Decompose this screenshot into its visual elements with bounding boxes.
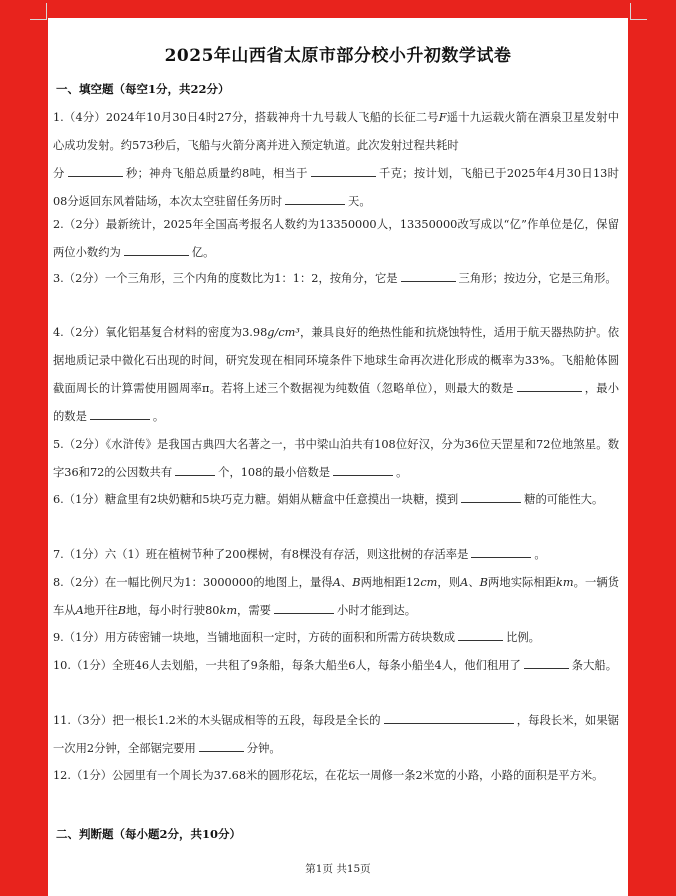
- crop-mark-right: [630, 3, 647, 20]
- answer-blank[interactable]: [90, 406, 150, 420]
- answer-blank[interactable]: [384, 710, 514, 724]
- page-title: 2025年山西省太原市部分校小升初数学试卷: [164, 46, 512, 66]
- question-8: 8.（2分）在一幅比例尺为1：3000000的地图上，量得A、B两地相距12cm，则A、B两地实际相距km。一辆货车从A地开往B地，每小时行驶80km，需要 小时才能到达。: [53, 576, 619, 617]
- question-12: 12.（1分）公园里有一个周长为37.68米的圆形花坛，在花坛一周修一条2米宽的小路，小路的面积是平方米。: [53, 769, 604, 782]
- answer-blank[interactable]: [285, 191, 345, 205]
- question-9: 9.（1分）用方砖密铺一块地，当铺地面积一定时，方砖的面积和所需方砖块数成 比例。: [53, 624, 619, 652]
- question-3: 3.（2分）一个三角形，三个内角的度数比为1：1：2，按角分，它是 三角形；按边分，它是三角形。: [53, 265, 619, 293]
- question-11: 11.（3分）把一根长1.2米的木头锯成相等的五段，每段是全长的 ，每段长米，如果锯一次用2分钟，全部锯完要用 分钟。: [53, 707, 619, 763]
- answer-blank[interactable]: [274, 600, 334, 614]
- question-1: 1.（4分）2024年10月30日4时27分，搭载神舟十九号载人飞船的长征二号F遥十九运载火箭在酒泉卫星发射中心成功发射。约573秒后，飞船与火箭分离并进入预定轨道。此次发射过程共耗时 分 秒；神舟飞船总质量约8吨，相当于 千克；按计划，飞船已于2025年4月30日13时08分返回东风着陆场，本次太空驻留任务历时 天。: [53, 111, 619, 208]
- section-fill-in-heading: 一、填空题（每空1分，共22分）: [56, 82, 230, 96]
- answer-blank[interactable]: [517, 378, 582, 392]
- section-judgment-heading: 二、判断题（每小题2分，共10分）: [56, 827, 242, 841]
- answer-blank[interactable]: [461, 489, 521, 503]
- answer-blank[interactable]: [311, 163, 376, 177]
- answer-blank[interactable]: [401, 268, 456, 282]
- question-6: 6.（1分）糖盒里有2块奶糖和5块巧克力糖。娟娟从糖盒中任意摸出一块糖，摸到 糖的可能性大。: [53, 486, 619, 514]
- question-2: 2.（2分）最新统计，2025年全国高考报名人数约为13350000人，13350000改写成以“亿”作单位是亿，保留两位小数约为 亿。: [53, 218, 619, 259]
- answer-blank[interactable]: [124, 242, 189, 256]
- answer-blank[interactable]: [333, 462, 393, 476]
- answer-blank[interactable]: [175, 462, 215, 476]
- question-10: 10.（1分）全班46人去划船，一共租了9条船，每条大船坐6人，每条小船坐4人，他们租用了 条大船。: [53, 652, 619, 680]
- answer-blank[interactable]: [471, 544, 531, 558]
- answer-blank[interactable]: [199, 738, 244, 752]
- question-4: 4.（2分）氧化铝基复合材料的密度为3.98g/cm³，兼具良好的绝热性能和抗烧蚀特性，适用于航天器热防护。依据地质记录中微化石出现的时间，研究发现在相同环境条件下地球生命再次进化形成的概率为33%。飞船舱体圆截面周长的计算需使用圆周率π。若将上述三个数据视为纯数值（忽略单位），则最大的数是 ，最小的数是 。: [53, 326, 619, 423]
- answer-blank[interactable]: [524, 655, 569, 669]
- page-number: 第1页 共15页: [305, 863, 371, 875]
- question-7: 7.（1分）六（1）班在植树节种了200棵树，有8棵没有存活，则这批树的存活率是 。: [53, 541, 619, 569]
- question-5: 5.（2分）《水浒传》是我国古典四大名著之一，书中梁山泊共有108位好汉，分为36位天罡星和72位地煞星。数字36和72的公因数共有 个，108的最小倍数是 。: [53, 438, 619, 479]
- exam-page: [48, 18, 628, 896]
- answer-blank[interactable]: [458, 627, 503, 641]
- crop-mark-left: [30, 3, 47, 20]
- answer-blank[interactable]: [68, 163, 123, 177]
